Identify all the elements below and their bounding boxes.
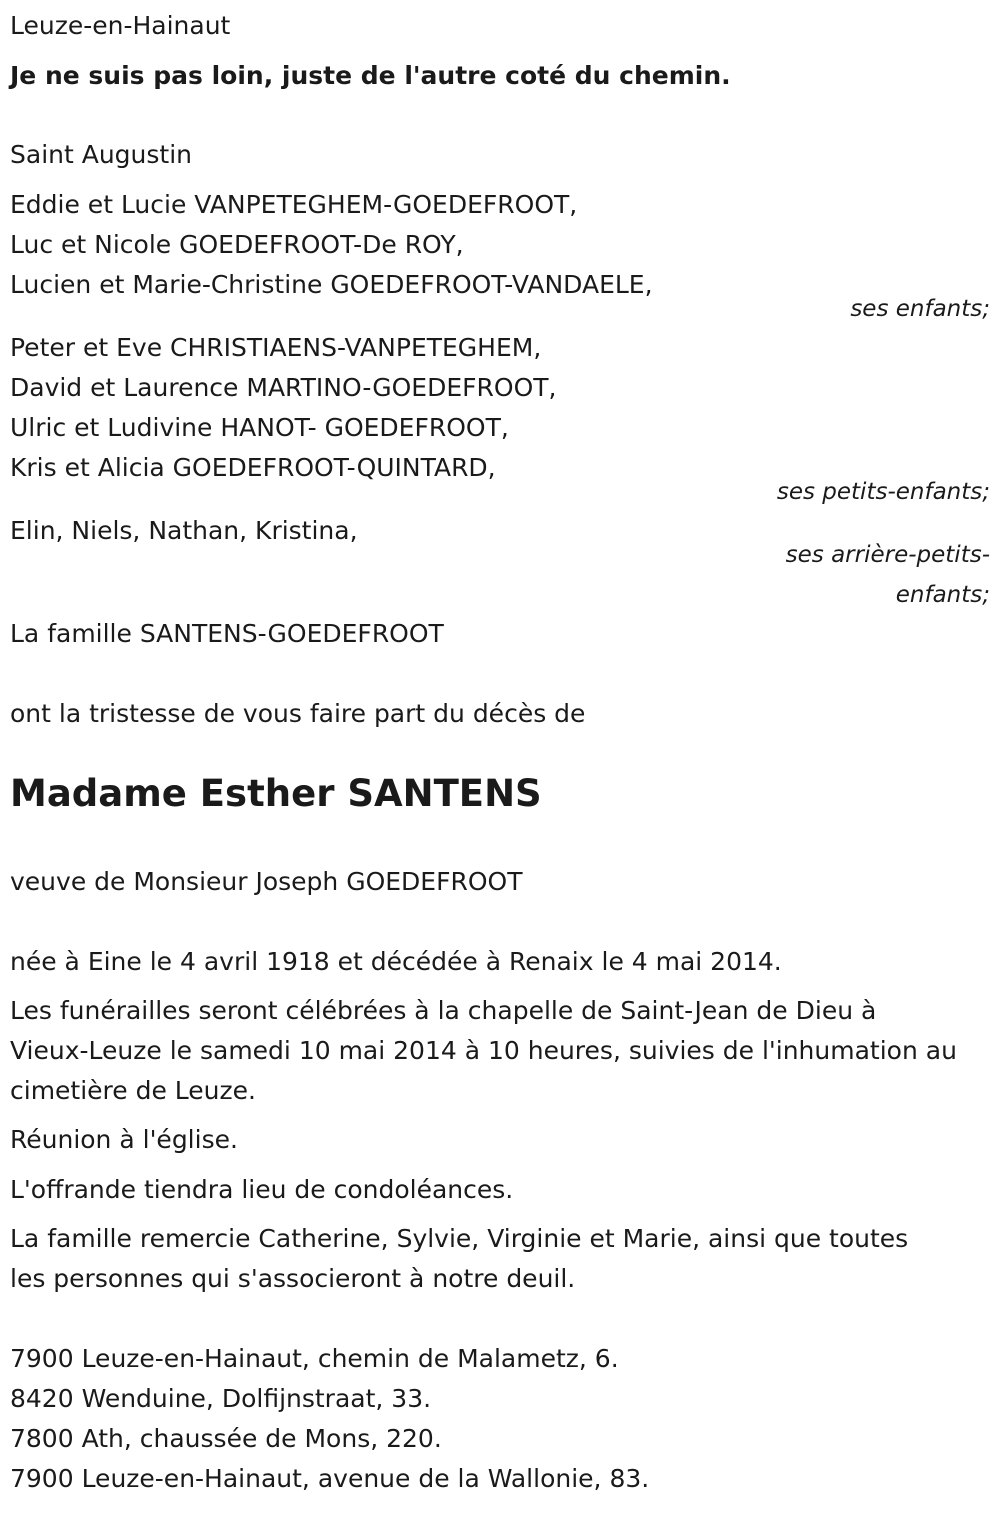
list-item: Kris et Alicia GOEDEFROOT-QUINTARD,	[10, 453, 496, 482]
list-item: David et Laurence MARTINO-GOEDEFROOT,	[10, 373, 557, 402]
list-item: Lucien et Marie-Christine GOEDEFROOT-VANDAELE,	[10, 270, 653, 299]
widow-of: veuve de Monsieur Joseph GOEDEFROOT	[10, 867, 523, 896]
quote: Je ne suis pas loin, juste de l'autre coté du chemin.	[10, 61, 731, 90]
address-line: 7900 Leuze-en-Hainaut, chemin de Malametz, 6.	[10, 1344, 619, 1373]
list-item: Peter et Eve CHRISTIAENS-VANPETEGHEM,	[10, 333, 542, 362]
great-grandchildren-role-line2: enfants;	[895, 582, 990, 608]
birth-death: née à Eine le 4 avril 1918 et décédée à Renaix le 4 mai 2014.	[10, 947, 782, 976]
address-line: 7900 Leuze-en-Hainaut, avenue de la Wallonie, 83.	[10, 1464, 650, 1493]
quote-author: Saint Augustin	[10, 140, 193, 169]
offering: L'offrande tiendra lieu de condoléances.	[10, 1175, 514, 1204]
announcement: ont la tristesse de vous faire part du décès de	[10, 699, 586, 728]
location-heading: Leuze-en-Hainaut	[10, 11, 231, 40]
deceased-name: Madame Esther SANTENS	[10, 772, 542, 815]
paragraph-line: Vieux-Leuze le samedi 10 mai 2014 à 10 heures, suivies de l'inhumation au	[10, 1036, 957, 1065]
paragraph-line: cimetière de Leuze.	[10, 1076, 256, 1105]
paragraph-line: La famille remercie Catherine, Sylvie, Virginie et Marie, ainsi que toutes	[10, 1224, 909, 1253]
paragraph-line: Les funérailles seront célébrées à la chapelle de Saint-Jean de Dieu à	[10, 996, 877, 1025]
family: La famille SANTENS-GOEDEFROOT	[10, 619, 444, 648]
children-role: ses enfants;	[850, 296, 990, 322]
address-line: 8420 Wenduine, Dolfijnstraat, 33.	[10, 1384, 432, 1413]
grandchildren-role: ses petits-enfants;	[776, 479, 990, 505]
list-item: Luc et Nicole GOEDEFROOT-De ROY,	[10, 230, 464, 259]
list-item: Ulric et Ludivine HANOT- GOEDEFROOT,	[10, 413, 509, 442]
great-grandchildren-role-line1: ses arrière-petits-	[785, 542, 990, 568]
address-line: 7800 Ath, chaussée de Mons, 220.	[10, 1424, 442, 1453]
great-grandchildren: Elin, Niels, Nathan, Kristina,	[10, 516, 358, 545]
list-item: Eddie et Lucie VANPETEGHEM-GOEDEFROOT,	[10, 190, 578, 219]
meeting: Réunion à l'église.	[10, 1125, 238, 1154]
paragraph-line: les personnes qui s'associeront à notre deuil.	[10, 1264, 576, 1293]
